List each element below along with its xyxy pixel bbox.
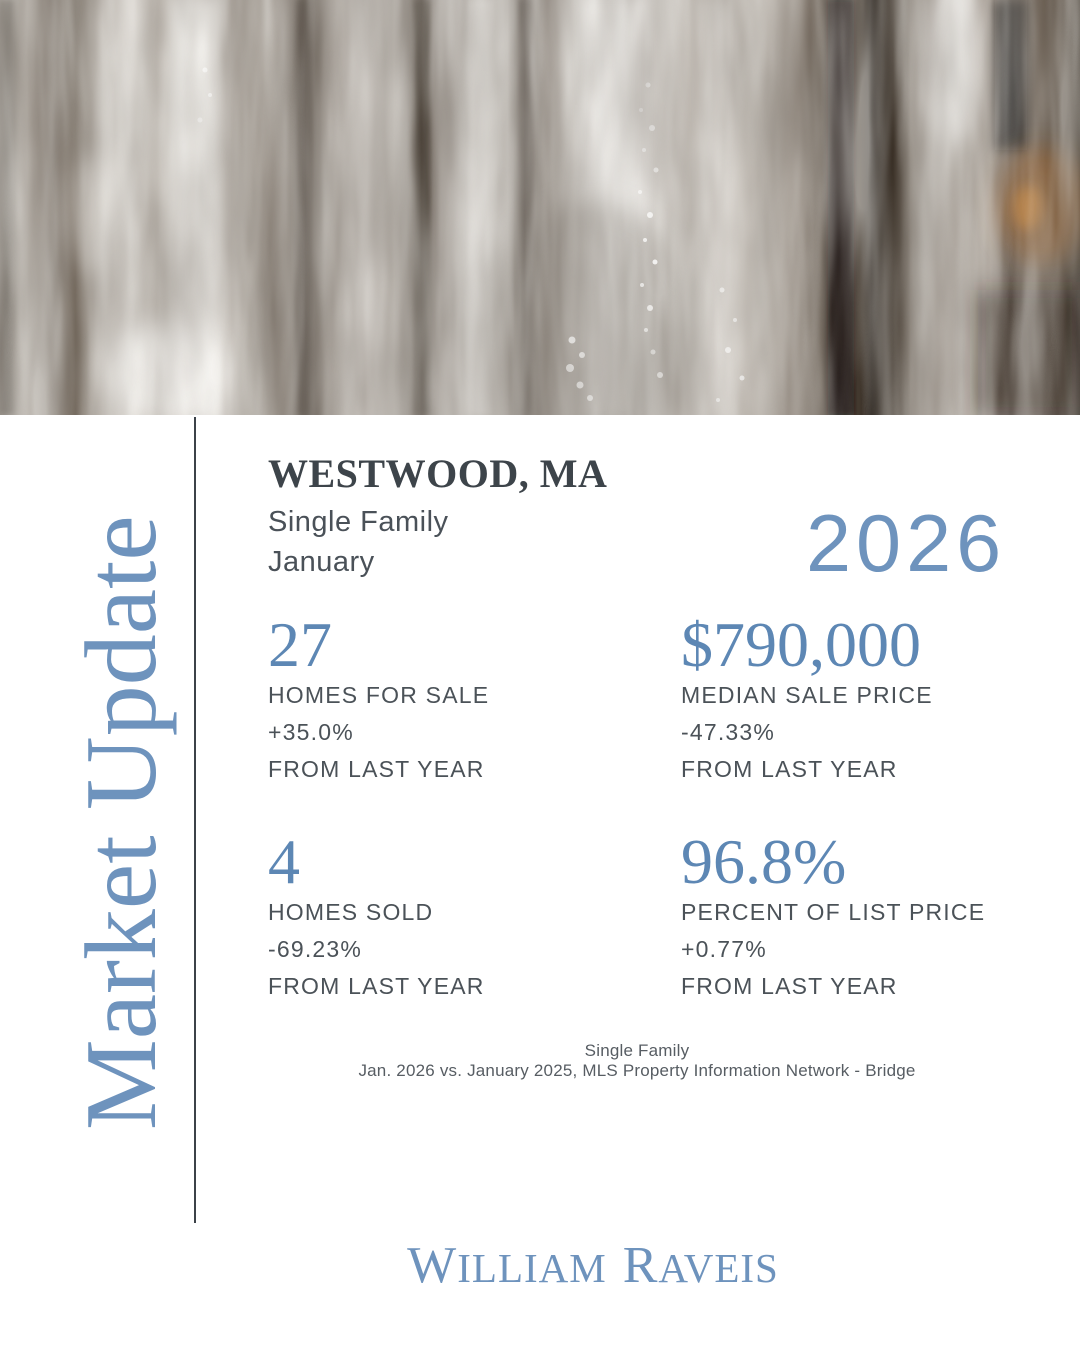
stat-comparison: FROM LAST YEAR	[268, 756, 485, 782]
report-month-label: January	[268, 546, 375, 578]
stats-grid	[268, 609, 986, 1005]
location-title: WESTWOOD, MA	[268, 451, 608, 496]
stat-change: +35.0%	[268, 719, 354, 745]
stat-card-percent-of-list-price	[681, 826, 986, 1005]
vertical-banner-title: Market Update	[65, 515, 178, 1130]
icicles-photo	[0, 0, 1080, 415]
stat-change: -47.33%	[681, 719, 776, 745]
property-type-label: Single Family	[268, 506, 449, 538]
stat-value: $790,000	[681, 609, 921, 680]
stat-label: HOMES SOLD	[268, 899, 434, 925]
stat-card-median-sale-price	[681, 609, 985, 788]
stat-card-homes-sold	[268, 826, 681, 1005]
report-header	[268, 452, 607, 582]
stat-label: MEDIAN SALE PRICE	[681, 682, 933, 708]
stat-comparison: FROM LAST YEAR	[681, 756, 898, 782]
stat-card-homes-for-sale	[268, 609, 681, 788]
footnote-source: Jan. 2026 vs. January 2025, MLS Property Information Network - Bridge	[358, 1061, 916, 1080]
footnote-property-type: Single Family	[584, 1041, 690, 1060]
stat-value: 96.8%	[681, 826, 847, 897]
stat-label: HOMES FOR SALE	[268, 682, 490, 708]
stat-change: -69.23%	[268, 936, 363, 962]
stat-change: +0.77%	[681, 936, 767, 962]
stat-comparison: FROM LAST YEAR	[268, 973, 485, 999]
logo-word-raveis: RAVEIS	[622, 1237, 779, 1294]
stat-comparison: FROM LAST YEAR	[681, 973, 898, 999]
stat-value: 27	[268, 609, 332, 680]
stat-value: 4	[268, 826, 300, 897]
stat-label: PERCENT OF LIST PRICE	[681, 899, 986, 925]
source-footnote	[194, 1041, 1080, 1081]
report-year: 2026	[806, 499, 1007, 589]
william-raveis-logo	[0, 1236, 1080, 1295]
logo-word-william: WILLIAM	[407, 1237, 607, 1294]
vertical-divider	[194, 417, 196, 1223]
